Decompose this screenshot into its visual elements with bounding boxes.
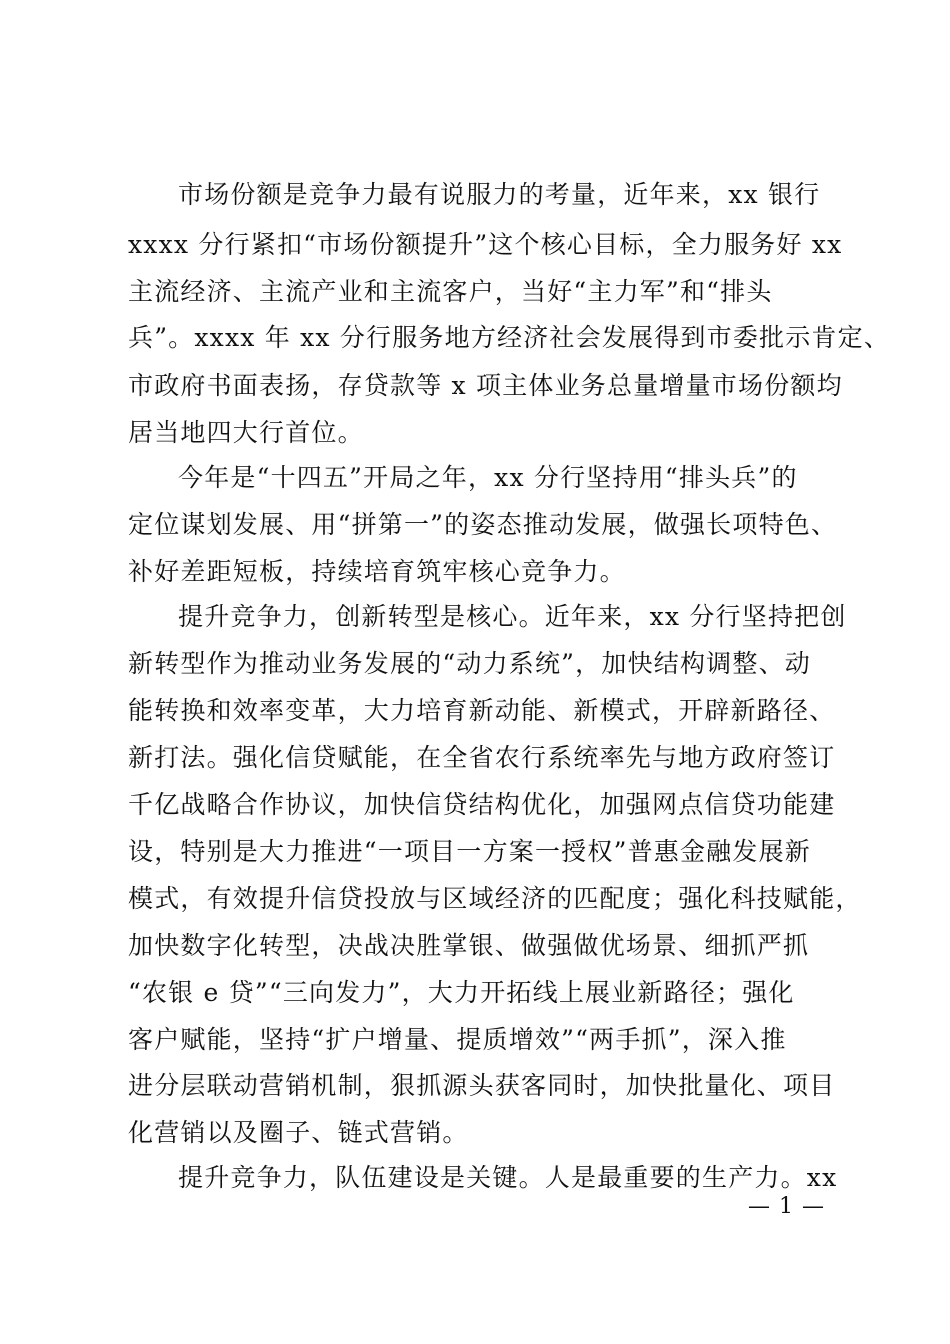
text-line-4: 兵”。xxxx 年 xx 分行服务地方经济社会发展得到市委批示肯定、 [128,323,891,352]
text-line-17: 加快数字化转型，决战决胜掌银、做强做优场景、细抓严抓 [128,931,810,960]
text-line-22: 提升竞争力，队伍建设是关键。人是最重要的生产力。xx [178,1163,838,1192]
text-line-12: 能转换和效率变革，大力培育新动能、新模式，开辟新路径、 [128,696,836,725]
text-line-11: 新转型作为推动业务发展的“动力系统”，加快结构调整、动 [128,649,811,678]
text-line-7: 今年是“十四五”开局之年，xx 分行坚持用“排头兵”的 [178,463,798,492]
text-line-9: 补好差距短板，持续培育筑牢核心竞争力。 [128,557,626,586]
text-line-20: 进分层联动营销机制，狠抓源头获客同时，加快批量化、项目 [128,1071,836,1100]
page-number: — 1 — [748,1194,825,1219]
text-line-14: 千亿战略合作协议，加快信贷结构优化，加强网点信贷功能建 [128,790,836,819]
text-line-15: 设，特别是大力推进“一项目一方案一授权”普惠金融发展新 [128,837,811,866]
text-line-10: 提升竞争力，创新转型是核心。近年来，xx 分行坚持把创 [178,602,847,631]
text-line-5: 市政府书面表扬，存贷款等 x 项主体业务总量增量市场份额均 [128,371,843,400]
text-line-1: 市场份额是竞争力最有说服力的考量，近年来，xx 银行 [178,180,821,209]
text-line-19: 客户赋能，坚持“扩户增量、提质增效”“两手抓”，深入推 [128,1025,787,1054]
text-line-16: 模式，有效提升信贷投放与区域经济的匹配度；强化科技赋能， [128,884,862,913]
text-line-2: xxxx 分行紧扣“市场份额提升”这个核心目标，全力服务好 xx [128,230,843,259]
text-line-6: 居当地四大行首位。 [128,418,364,447]
text-line-18: “农银 e 贷”“三向发力”，大力开拓线上展业新路径；强化 [128,978,795,1007]
text-line-3: 主流经济、主流产业和主流客户，当好“主力军”和“排头 [128,277,773,306]
text-line-8: 定位谋划发展、用“拼第一”的姿态推动发展，做强长项特色、 [128,510,838,539]
text-line-21: 化营销以及圈子、链式营销。 [128,1118,469,1147]
text-line-13: 新打法。强化信贷赋能，在全省农行系统率先与地方政府签订 [128,743,836,772]
